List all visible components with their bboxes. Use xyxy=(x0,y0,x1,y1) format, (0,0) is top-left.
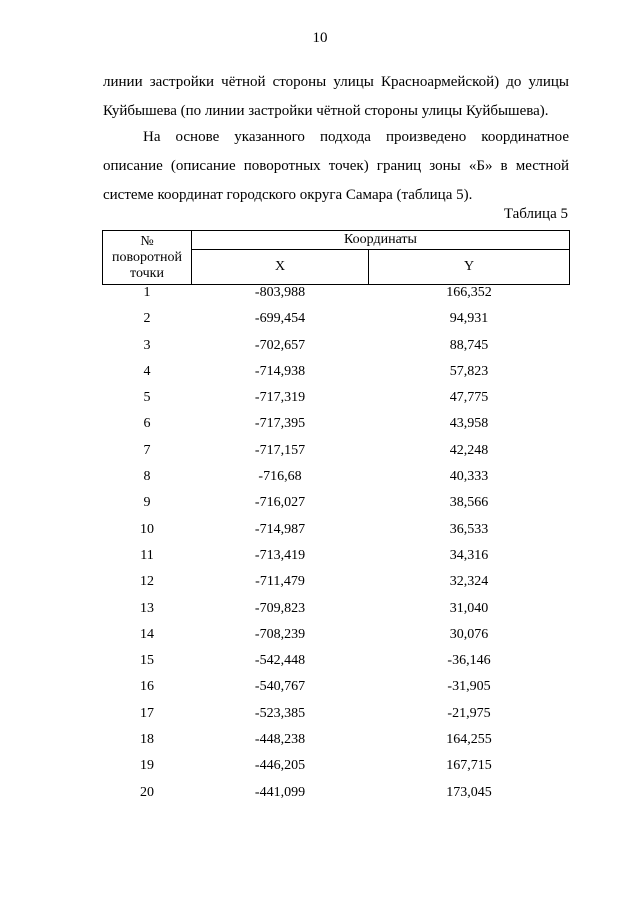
cell-y: 38,566 xyxy=(449,495,489,511)
cell-x: -711,479 xyxy=(255,574,305,590)
cell-x: -714,938 xyxy=(254,363,306,379)
paragraph-line: описание (описание поворотных точек) границ зоны «Б» в местной xyxy=(103,158,569,174)
page-number: 10 xyxy=(312,30,328,46)
cell-y: 47,775 xyxy=(449,390,489,406)
cell-x: -717,319 xyxy=(254,390,306,406)
cell-x: -699,454 xyxy=(254,311,306,327)
header-point-number xyxy=(103,231,192,285)
table-row xyxy=(103,390,570,416)
cell-point-number: 18 xyxy=(140,732,154,748)
table-row xyxy=(103,443,570,469)
table-row xyxy=(103,285,570,312)
table-row xyxy=(103,706,570,732)
cell-x: -717,157 xyxy=(254,442,306,458)
paragraph-line: линии застройки чётной стороны улицы Красноармейской) до улицы xyxy=(103,74,569,90)
cell-y: 34,316 xyxy=(449,547,489,563)
table-row xyxy=(103,574,570,600)
cell-y: 166,352 xyxy=(446,285,492,300)
coordinates-table xyxy=(102,230,570,811)
table-row xyxy=(103,653,570,679)
cell-y: 42,248 xyxy=(449,442,489,458)
cell-point-number: 7 xyxy=(143,442,151,458)
cell-point-number: 13 xyxy=(140,600,154,616)
cell-point-number: 3 xyxy=(143,337,151,353)
cell-x: -708,239 xyxy=(254,626,306,642)
table-row xyxy=(103,311,570,337)
header-y: Y xyxy=(369,250,570,285)
cell-point-number: 8 xyxy=(143,469,151,485)
cell-y: -31,905 xyxy=(447,679,491,695)
cell-point-number: 4 xyxy=(143,363,151,379)
cell-x: -709,823 xyxy=(254,600,306,616)
header-point-number-line: № xyxy=(140,233,154,249)
header-x: X xyxy=(192,250,369,285)
table-row xyxy=(103,495,570,521)
table-row xyxy=(103,627,570,653)
cell-point-number: 17 xyxy=(140,705,154,721)
paragraph-line: системе координат городского округа Самара (таблица 5). xyxy=(103,187,473,203)
cell-x: -714,987 xyxy=(254,521,306,537)
table-row xyxy=(103,548,570,574)
table-row xyxy=(103,469,570,495)
cell-point-number: 5 xyxy=(143,390,151,406)
cell-x: -441,099 xyxy=(254,784,306,800)
cell-point-number: 16 xyxy=(140,679,154,695)
table-body xyxy=(103,285,570,811)
table-row xyxy=(103,338,570,364)
table-row xyxy=(103,416,570,442)
cell-point-number: 2 xyxy=(143,311,151,327)
table-row xyxy=(103,601,570,627)
cell-point-number: 1 xyxy=(143,285,151,300)
cell-y: -21,975 xyxy=(447,705,491,721)
cell-x: -717,395 xyxy=(254,416,306,432)
table-caption: Таблица 5 xyxy=(503,206,568,222)
paragraph-line: Куйбышева (по линии застройки чётной стороны улицы Куйбышева). xyxy=(103,103,549,119)
table-row xyxy=(103,785,570,811)
cell-point-number: 6 xyxy=(143,416,151,432)
cell-y: 164,255 xyxy=(446,732,492,748)
table-row xyxy=(103,522,570,548)
cell-y: 88,745 xyxy=(449,337,489,353)
cell-x: -448,238 xyxy=(254,732,306,748)
header-coordinates: Координаты xyxy=(192,231,570,250)
cell-y: 40,333 xyxy=(449,469,489,485)
cell-x: -542,448 xyxy=(254,653,306,669)
cell-x: -523,385 xyxy=(254,705,306,721)
table-row xyxy=(103,679,570,705)
cell-point-number: 19 xyxy=(140,758,154,774)
cell-y: -36,146 xyxy=(447,653,491,669)
cell-y: 57,823 xyxy=(449,363,489,379)
cell-point-number: 20 xyxy=(140,784,154,800)
paragraph-line: На основе указанного подхода произведено координатное xyxy=(143,129,569,145)
cell-y: 94,931 xyxy=(449,311,489,327)
cell-x: -716,68 xyxy=(258,469,302,485)
cell-x: -713,419 xyxy=(254,547,306,563)
cell-point-number: 9 xyxy=(143,495,151,511)
header-point-number-line: поворотной xyxy=(112,249,182,265)
paragraph-coordinate-description xyxy=(103,123,569,210)
table-row xyxy=(103,732,570,758)
cell-point-number: 12 xyxy=(140,574,154,590)
cell-y: 31,040 xyxy=(449,600,489,616)
cell-y: 32,324 xyxy=(449,574,489,590)
header-point-number-line: точки xyxy=(130,265,164,281)
cell-x: -540,767 xyxy=(254,679,306,695)
cell-point-number: 11 xyxy=(140,547,154,563)
cell-x: -702,657 xyxy=(254,337,306,353)
paragraph-continuation xyxy=(103,68,569,126)
table-row xyxy=(103,758,570,784)
cell-y: 167,715 xyxy=(446,758,492,774)
cell-y: 36,533 xyxy=(449,521,489,537)
cell-point-number: 15 xyxy=(140,653,154,669)
cell-y: 30,076 xyxy=(449,626,489,642)
cell-y: 43,958 xyxy=(449,416,489,432)
cell-point-number: 14 xyxy=(140,626,154,642)
table-row xyxy=(103,364,570,390)
cell-x: -803,988 xyxy=(254,285,306,300)
cell-x: -446,205 xyxy=(254,758,306,774)
cell-point-number: 10 xyxy=(140,521,154,537)
cell-y: 173,045 xyxy=(446,784,492,800)
cell-x: -716,027 xyxy=(254,495,306,511)
